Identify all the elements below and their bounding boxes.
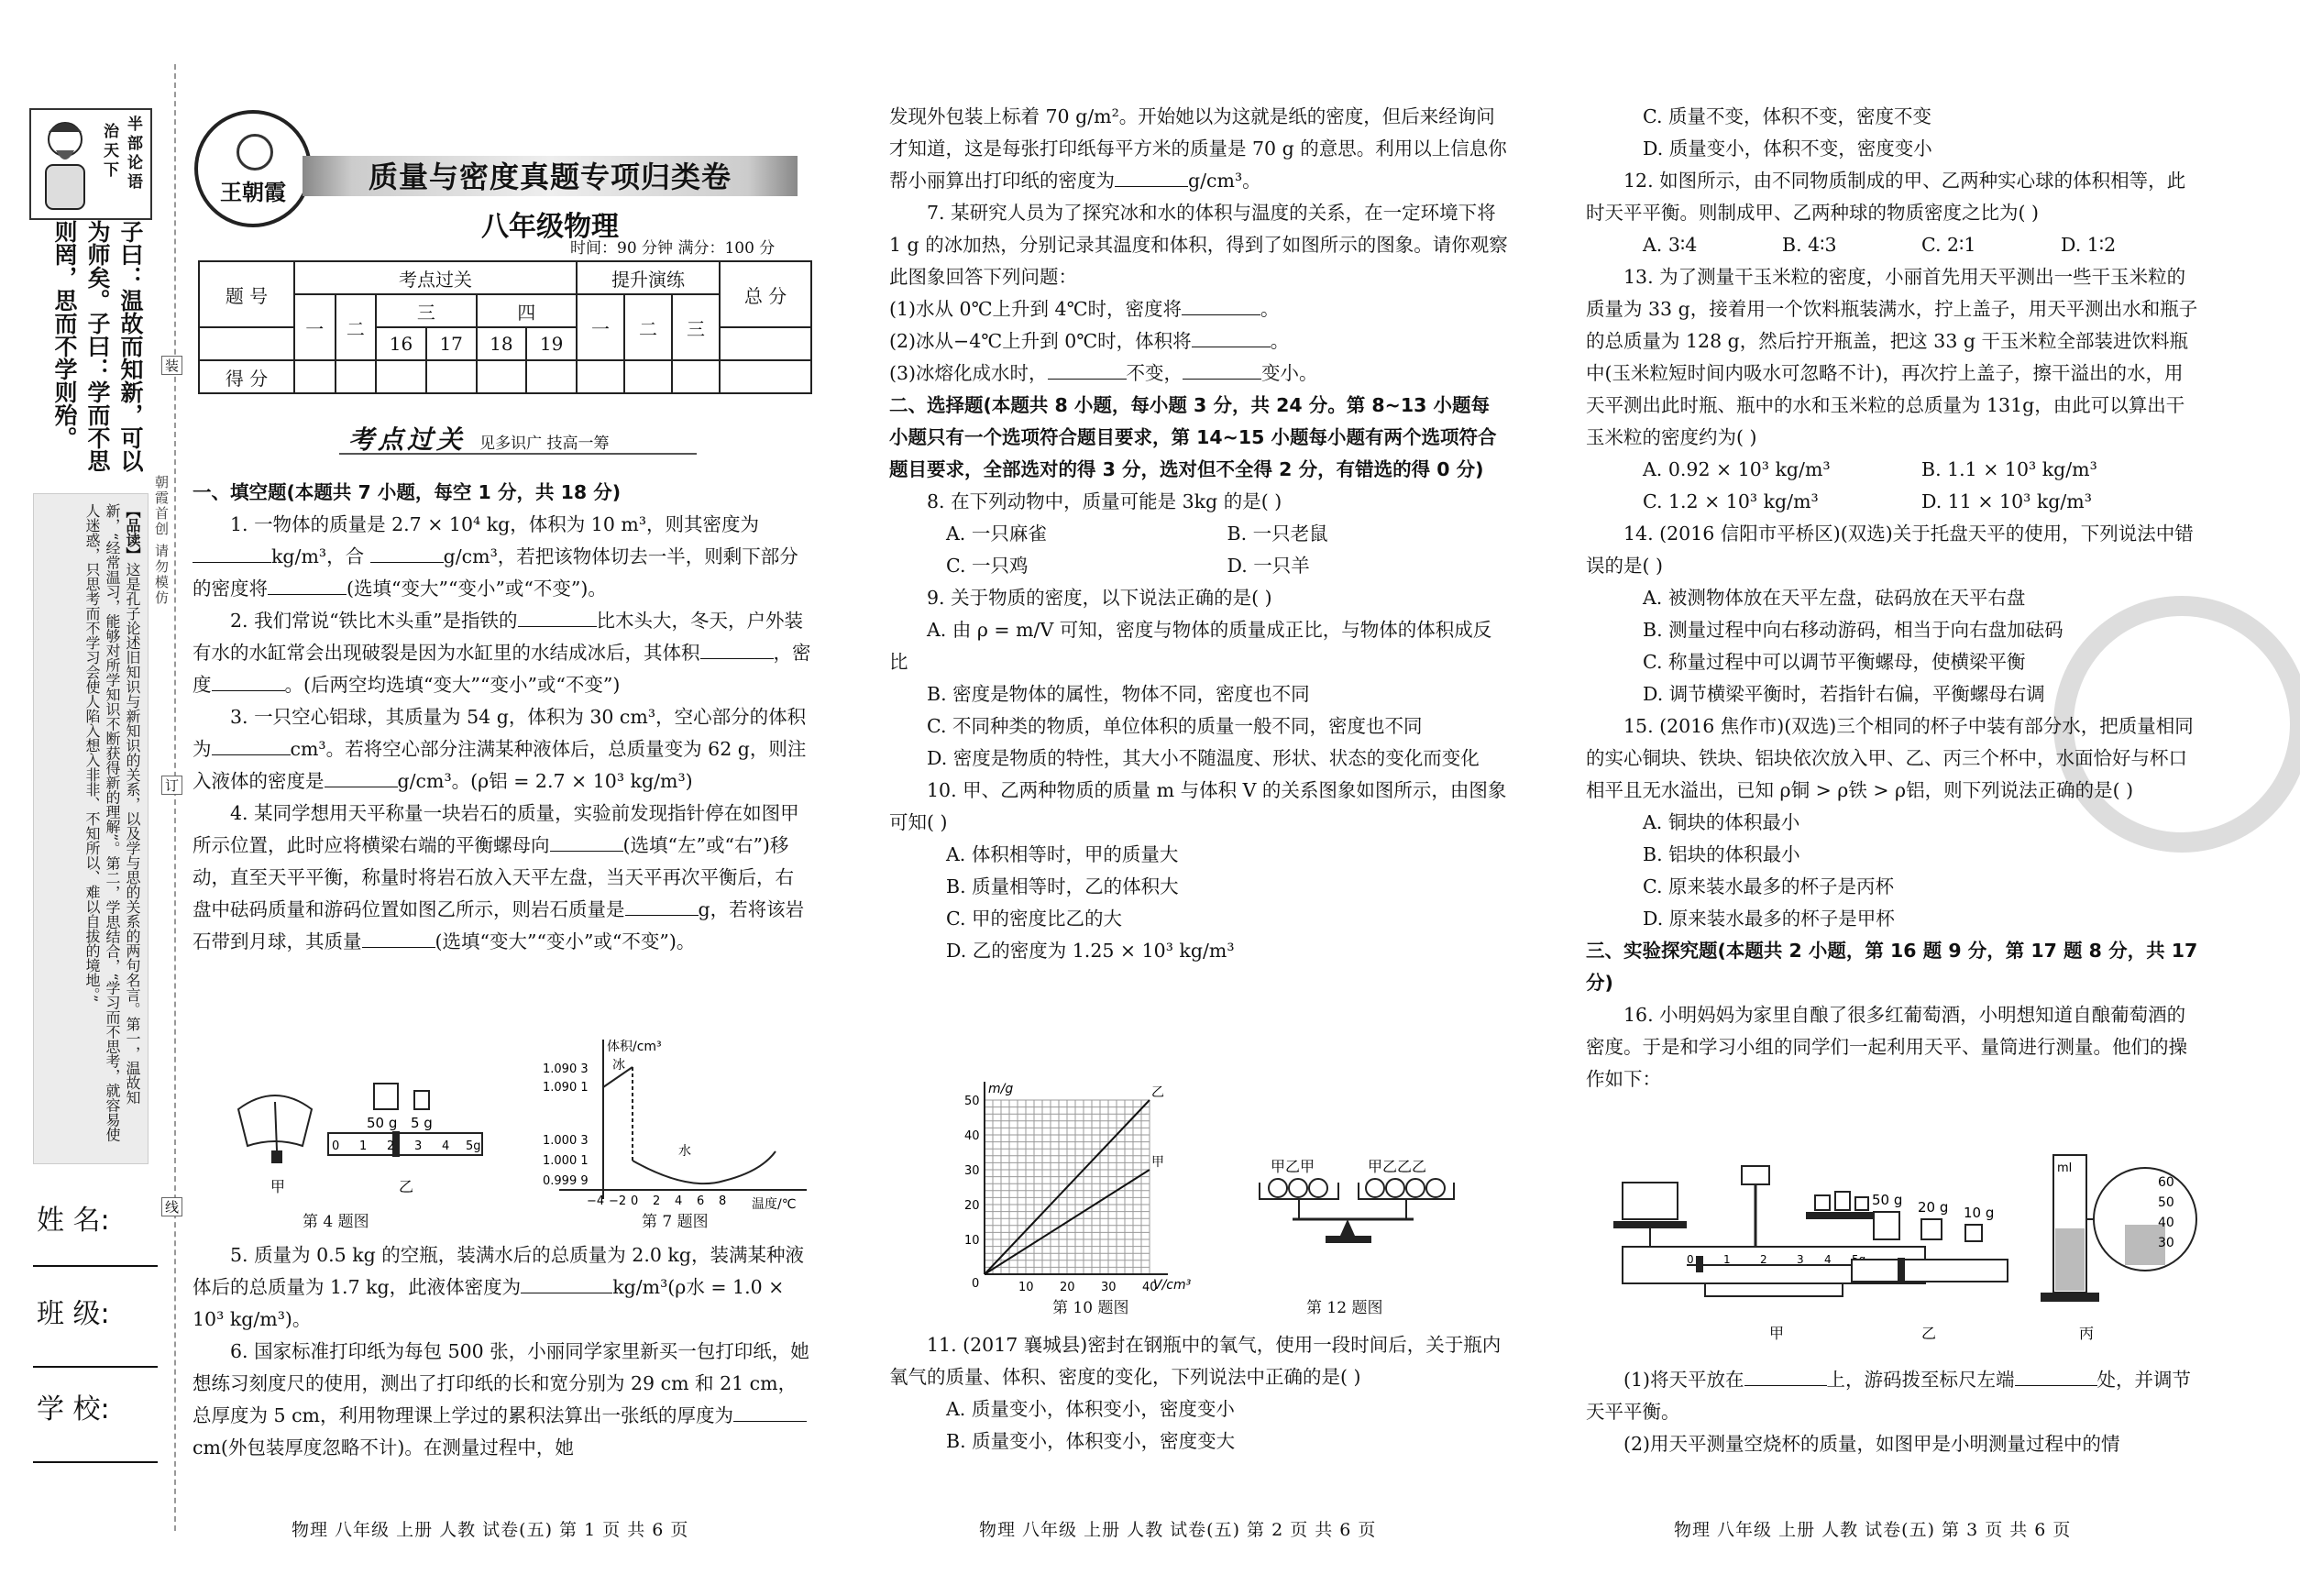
- question-5: 5. 质量为 0.5 kg 的空瓶，装满水后的总质量为 2.0 kg，装满某种液体后的总质量为 1.7 kg，此液体密度为 kg/m³(ρ水 = 1.0 × 10³ kg/m³)。: [193, 1244, 804, 1330]
- fig7-xtick: 8: [719, 1194, 727, 1208]
- option[interactable]: A. 铜块的体积最小: [1643, 811, 1800, 833]
- page-title: 质量与密度真题专项归类卷: [368, 160, 732, 194]
- banner-slogan: 见多识广 技高一筹: [479, 435, 610, 453]
- option[interactable]: C. 2∶1: [1921, 234, 1976, 256]
- option[interactable]: A. 体积相等时，甲的质量大: [946, 843, 1179, 865]
- scale-tick: 1: [1723, 1253, 1731, 1266]
- section-1-heading: 一、填空题(本题共 7 小题，每空 1 分，共 18 分): [193, 481, 622, 503]
- question-9: 9. 关于物质的密度，以下说法正确的是( ): [927, 587, 1272, 609]
- fig16-weight-label: 50 g: [1872, 1192, 1903, 1208]
- figure-12: [1256, 1155, 1485, 1274]
- scale-tick: 3: [414, 1139, 423, 1153]
- scale-tick: 3: [1797, 1253, 1804, 1266]
- y-tick-label: 40: [964, 1129, 980, 1143]
- option[interactable]: B. 4∶3: [1782, 234, 1837, 256]
- side-mark-1: 装: [161, 356, 182, 375]
- scale-tick: 2: [387, 1139, 395, 1153]
- question-7-1: (1)水从 0℃上升到 4℃时，密度将 。: [889, 298, 1280, 320]
- option[interactable]: D. 原来装水最多的杯子是甲杯: [1643, 908, 1895, 930]
- school-label: 学 校:: [37, 1393, 110, 1425]
- side-mark-2: 订: [161, 776, 182, 795]
- option[interactable]: A. 被测物体放在天平左盘，砝码放在天平右盘: [1643, 587, 2026, 609]
- option[interactable]: B. 测量过程中向右移动游码，相当于向右盘加砝码: [1643, 619, 2063, 641]
- question-12: 12. 如图所示，由不同物质制成的甲、乙两种实心球的体积相等，此时天平平衡。则制成甲、乙两种球的物质密度之比为( ): [1586, 170, 2186, 224]
- class-label: 班 级:: [37, 1298, 110, 1330]
- logo-emblem-icon: [237, 134, 273, 171]
- fig4-label-a: 甲: [270, 1178, 286, 1195]
- weight-10g-icon: [1965, 1225, 1982, 1241]
- x-tick-label: 40: [1142, 1281, 1158, 1294]
- figure-4: [220, 1063, 495, 1201]
- y-tick-label: 50: [964, 1095, 980, 1108]
- option[interactable]: D. 11 × 10³ kg/m³: [1921, 490, 2092, 512]
- badge-text-1: 半部论语: [124, 116, 142, 193]
- fig4-caption: 第 4 题图: [303, 1213, 369, 1231]
- question-1: 1. 一物体的质量是 2.7 × 10⁴ kg，体积为 10 m³，则其密度为kg/m³，合 g/cm³，若把该物体切去一半，则剩下部分的密度将 (选填“变大”“变小”或“不变”)。: [193, 513, 798, 600]
- option[interactable]: A. 0.92 × 10³ kg/m³: [1643, 458, 1831, 480]
- fig16-weight-label: 20 g: [1918, 1199, 1949, 1216]
- x-tick-label: 20: [1060, 1281, 1075, 1294]
- score-cell[interactable]: [294, 360, 336, 393]
- question-6: 6. 国家标准打印纸为每包 500 张，小丽同学家里新买一包打印纸，她想练习刻度尺的使用，测出了打印纸的长和宽分别为 29 cm 和 21 cm，总厚度为 5 cm，利用物理课上学过的累积法算出一张纸的厚度为cm(外包装厚度忽略不计)。在测量过程中，她: [193, 1340, 809, 1458]
- fig7-xtick: −4: [587, 1194, 605, 1208]
- option[interactable]: C. 质量不变，体积不变，密度不变: [1643, 105, 1931, 127]
- sub-num: 18: [477, 327, 527, 360]
- fig7-ytick: 1.000 1: [543, 1154, 589, 1168]
- option[interactable]: B. 质量相等时，乙的体积大: [946, 875, 1179, 897]
- weight-20g-icon: [1921, 1219, 1942, 1239]
- name-label: 姓 名:: [37, 1205, 110, 1237]
- fig7-ytick: 1.090 3: [543, 1062, 589, 1076]
- fig16-label-a: 甲: [1769, 1325, 1785, 1342]
- time-info: 时间：90 分钟 满分：100 分: [570, 239, 776, 258]
- question-11: 11. (2017 襄城县)密封在钢瓶中的氧气，使用一段时间后，关于瓶内氧气的质量、体积、密度的变化，下列说法中正确的是( ): [889, 1334, 1502, 1388]
- weight-5g-icon: [414, 1091, 429, 1109]
- scale-tick: 0: [332, 1139, 340, 1153]
- fig7-xtick: −2: [609, 1194, 627, 1208]
- fig4-weight-label: 50 g: [367, 1115, 398, 1131]
- question-16-2: (2)用天平测量空烧杯的质量，如图甲是小明测量过程中的情: [1623, 1433, 2120, 1455]
- fig7-caption: 第 7 题图: [642, 1213, 709, 1231]
- option[interactable]: B. 密度是物体的属性，物体不同，密度也不同: [927, 683, 1310, 705]
- option[interactable]: C. 一只鸡: [946, 555, 1029, 577]
- question-7-3: (3)冰熔化成水时， 不变， 变小。: [889, 362, 1318, 384]
- logo-text: 王朝霞: [220, 179, 286, 205]
- cylinder-tick: 40: [2158, 1216, 2174, 1230]
- option[interactable]: C. 称量过程中可以调节平衡螺母，使横梁平衡: [1643, 651, 2026, 673]
- question-8: 8. 在下列动物中，质量可能是 3kg 的是( ): [927, 490, 1282, 512]
- fig12-left-label: 甲乙甲: [1271, 1158, 1315, 1175]
- q-num: 一: [577, 294, 624, 360]
- scale-tick: 0: [1687, 1253, 1694, 1266]
- fig10-caption: 第 10 题图: [1052, 1299, 1129, 1317]
- rider-scale: [1852, 1260, 2008, 1282]
- sub-num: 17: [426, 327, 477, 360]
- figure-10-chart: [953, 1073, 1192, 1311]
- confucius-icon: [33, 114, 97, 215]
- brand-note: 朝霞首创 请勿模仿: [153, 475, 170, 606]
- score-cell[interactable]: [336, 360, 377, 393]
- score-cell[interactable]: [526, 360, 577, 393]
- option[interactable]: C. 原来装水最多的杯子是丙杯: [1643, 875, 1894, 897]
- origin-label: 0: [972, 1277, 980, 1291]
- cylinder-tick: 60: [2158, 1175, 2174, 1190]
- score-cell[interactable]: [624, 360, 672, 393]
- score-cell[interactable]: [376, 360, 426, 393]
- score-cell[interactable]: [577, 360, 624, 393]
- option[interactable]: B. 一只老鼠: [1227, 523, 1328, 545]
- footer-page-1: 物理 八年级 上册 人教 试卷(五) 第 1 页 共 6 页: [292, 1520, 689, 1540]
- score-table: [198, 260, 812, 394]
- column-3: [1586, 101, 2200, 1095]
- fig7-ylabel: 体积/cm³: [607, 1040, 662, 1054]
- binding-line: [174, 64, 176, 1531]
- q-num: 四: [477, 294, 577, 327]
- name-field[interactable]: [33, 1263, 158, 1267]
- sub-num: 16: [376, 327, 426, 360]
- q-num: 二: [624, 294, 672, 360]
- fig7-ytick: 1.090 1: [543, 1081, 589, 1095]
- x-tick-label: 10: [1018, 1281, 1034, 1294]
- question-16: 16. 小明妈妈为家里自酿了很多红葡萄酒，小明想知道自酿葡萄酒的密度。于是和学习小组的同学们一起利用天平、量筒进行测量。他们的操作如下：: [1586, 1004, 2187, 1090]
- y-axis-label: m/g: [988, 1082, 1014, 1096]
- option[interactable]: D. 一只羊: [1227, 555, 1310, 577]
- weight-50g-icon: [1874, 1212, 1899, 1239]
- fig16-ml-label: ml: [2057, 1161, 2073, 1175]
- question-16-1: (1)将天平放在 上，游码拨至标尺左端 处，并调节天平平衡。: [1586, 1369, 2192, 1423]
- option[interactable]: D. 质量变小，体积不变，密度变小: [1643, 138, 1932, 160]
- option[interactable]: C. 甲的密度比乙的大: [946, 908, 1122, 930]
- y-tick-label: 20: [964, 1199, 980, 1213]
- question-10: 10. 甲、乙两种物质的质量 m 与体积 V 的关系图象如图所示，由图象可知( ): [889, 779, 1507, 833]
- fig7-ice-label: 冰: [612, 1058, 625, 1073]
- figure-16: [1595, 1146, 2218, 1348]
- footer-page-2: 物理 八年级 上册 人教 试卷(五) 第 2 页 共 6 页: [979, 1520, 1377, 1540]
- fig16-weight-label: 10 g: [1964, 1205, 1995, 1221]
- fig7-ytick: 0.999 9: [543, 1174, 589, 1188]
- cylinder-tick: 30: [2158, 1236, 2174, 1250]
- option[interactable]: D. 乙的密度为 1.25 × 10³ kg/m³: [946, 940, 1235, 962]
- column-2-lower: [889, 1329, 1508, 1458]
- sidebar-quote: 子曰：温故而知新，可以为师矣。子曰：学而不思则罔，思而不学则殆。: [51, 220, 144, 472]
- fig7-xtick: 2: [653, 1194, 661, 1208]
- question-4: 4. 某同学想用天平称量一块岩石的质量，实验前发现指针停在如图甲所示位置，此时应将横梁右端的平衡螺母向 (选填“左”或“右”)移动，直至天平平衡，称量时将岩石放入天平左盘，当天平再次平衡后，右盘中砝码质量和游码位置如图乙所示，则岩石质量是 g，若将该岩石带到月球，其质量 (选填“变大”“变小”或“不变”)。: [193, 802, 805, 952]
- footer-page-3: 物理 八年级 上册 人教 试卷(五) 第 3 页 共 6 页: [1674, 1520, 2072, 1540]
- side-mark-3: 线: [161, 1197, 182, 1216]
- score-cell[interactable]: [477, 360, 527, 393]
- class-field[interactable]: [33, 1364, 158, 1368]
- page-subtitle: 八年级物理: [481, 211, 619, 243]
- scale-tick: 4: [1824, 1253, 1832, 1266]
- group-advanced: 提升演练: [577, 261, 720, 294]
- column-1-lower: [193, 1239, 811, 1464]
- brand-logo: [194, 110, 312, 227]
- question-13-options: [1586, 454, 2200, 518]
- fig7-water-label: 水: [678, 1144, 691, 1159]
- column-3-lower: [1586, 1364, 2200, 1460]
- option[interactable]: B. 1.1 × 10³ kg/m³: [1921, 458, 2097, 480]
- option[interactable]: D. 调节横梁平衡时，若指针右偏，平衡螺母右调: [1643, 683, 2045, 705]
- question-8-options: [889, 518, 1508, 582]
- sidebar-badge: [29, 108, 152, 220]
- scale-tick: 1: [359, 1139, 368, 1153]
- option[interactable]: C. 不同种类的物质，单位体积的质量一般不同，密度也不同: [927, 715, 1423, 737]
- scale-tick: 4: [442, 1139, 450, 1153]
- x-tick-label: 30: [1101, 1281, 1117, 1294]
- column-1: [193, 477, 811, 958]
- section-2-heading: 二、选择题(本题共 8 小题，每小题 3 分，共 24 分。第 8~13 小题每小题只有一个选项符合题目要求，第 14~15 小题每小题有两个选项符合题目要求，全部选对的得 3 分，选对但不全得 2 分，有错选的得 0 分): [889, 394, 1497, 480]
- question-3: 3. 一只空心铝球，其质量为 54 g，体积为 30 cm³，空心部分的体积为 cm³。若将空心部分注满某种液体后，总质量变为 62 g，则注入液体的密度是 g/cm³。(ρ铝 = 2.7 × 10³ kg/m³): [193, 706, 807, 792]
- fig12-caption: 第 12 题图: [1306, 1299, 1383, 1317]
- q-num: 二: [336, 294, 377, 360]
- score-cell[interactable]: [672, 360, 720, 393]
- option[interactable]: D. 1∶2: [2061, 234, 2117, 256]
- option[interactable]: B. 质量变小，体积变小，密度变大: [946, 1430, 1236, 1452]
- badge-text-2: 治天下: [100, 123, 118, 181]
- fig12-right-label: 甲乙乙乙: [1368, 1158, 1427, 1175]
- q-num: 三: [672, 294, 720, 360]
- figure-7: [541, 1036, 816, 1210]
- rider-scale: [328, 1133, 482, 1155]
- fig7-ytick: 1.000 3: [543, 1134, 589, 1148]
- option[interactable]: A. 一只麻雀: [946, 523, 1047, 545]
- score-cell[interactable]: [720, 360, 811, 393]
- question-7-2: (2)冰从−4℃上升到 0℃时，体积将 。: [889, 330, 1290, 352]
- section-3-heading: 三、实验探究题(本题共 2 小题，第 16 题 9 分，第 17 题 8 分，共 17 分): [1586, 940, 2198, 994]
- school-field[interactable]: [33, 1459, 158, 1463]
- question-6-cont: 发现外包装上标着 70 g/m²。开始她以为这就是纸的密度，但后来经询问才知道，这是每张打印纸每平方米的质量是 70 g 的意思。利用以上信息你帮小丽算出打印纸的密度为 g/cm³。: [889, 105, 1507, 192]
- series-label: 甲: [1151, 1155, 1164, 1170]
- scale-tick: 2: [1760, 1253, 1767, 1266]
- option[interactable]: A. 3∶4: [1643, 234, 1698, 256]
- score-label: 得 分: [199, 360, 294, 393]
- cylinder-tick: 50: [2158, 1195, 2174, 1210]
- question-12-options: [1586, 229, 2200, 261]
- option[interactable]: B. 铝块的体积最小: [1643, 843, 1800, 865]
- weight-50g-icon: [374, 1084, 398, 1109]
- fig4-weight-label: 5 g: [411, 1115, 433, 1131]
- y-tick-label: 30: [964, 1164, 980, 1178]
- option[interactable]: A. 质量变小，体积变小，密度变小: [946, 1398, 1235, 1420]
- fig4-label-b: 乙: [399, 1178, 414, 1195]
- column-2: [889, 101, 1508, 967]
- scale-tick: 5g: [466, 1139, 481, 1153]
- fig16-label-b: 乙: [1921, 1325, 1937, 1342]
- question-15: 15. (2016 焦作市)(双选)三个相同的杯子中装有部分水，把质量相同的实心铜块、铁块、铝块依次放入甲、乙、丙三个杯中，水面恰好与杯口相平且无水溢出，已知 ρ铜 > ρ铁 > ρ铝，则下列说法正确的是( ): [1586, 715, 2194, 801]
- sidebar-review-box: [33, 493, 149, 1164]
- fig16-label-c: 丙: [2079, 1325, 2095, 1342]
- option[interactable]: D. 密度是物质的特性，其大小不随温度、形状、状态的变化而变化: [927, 747, 1480, 769]
- question-2: 2. 我们常说“铁比木头重”是指铁的 比木头大，冬天，户外装有水的水缸常会出现破裂是因为水缸里的水结成冰后，其体积 ，密度 。(后两空均选填“变大”“变小”或“不变”): [193, 610, 811, 696]
- x-axis-label: V/cm³: [1153, 1278, 1192, 1293]
- fig7-xtick: 4: [675, 1194, 683, 1208]
- fig7-xtick: 6: [697, 1194, 705, 1208]
- score-cell[interactable]: [426, 360, 477, 393]
- series-label: 乙: [1151, 1085, 1164, 1100]
- sub-num: 19: [526, 327, 577, 360]
- banner-title: 考点过关: [348, 424, 467, 455]
- question-14: 14. (2016 信阳市平桥区)(双选)关于托盘天平的使用，下列说法中错误的是( ): [1586, 523, 2194, 577]
- question-13: 13. 为了测量干玉米粒的密度，小丽首先用天平测出一些干玉米粒的质量为 33 g，接着用一个饮料瓶装满水，拧上盖子，用天平测出水和瓶子的总质量为 128 g，然后拧开瓶盖，把这 33 g 干玉米粒全部装进饮料瓶中(玉米粒短时间内吸水可忽略不计)，再次拧上盖子，擦干溢出的水，用天平测出此时瓶、瓶中的水和玉米粒的总质量为 131g，由此可以算出干玉米粒的密度约为( ): [1586, 266, 2198, 448]
- question-7: 7. 某研究人员为了探究冰和水的体积与温度的关系，在一定环境下将 1 g 的冰加热，分别记录其温度和体积，得到了如图所示的图象。请你观察此图象回答下列问题：: [889, 202, 1508, 288]
- y-tick-label: 10: [964, 1234, 980, 1248]
- fig7-xtick: 0: [631, 1194, 639, 1208]
- score-row-label: 题 号: [199, 261, 294, 327]
- total-header: 总 分: [720, 261, 811, 327]
- review-label: 【品读】: [124, 503, 141, 562]
- group-basic: 考点过关: [294, 261, 577, 294]
- q-num: 三: [376, 294, 476, 327]
- beaker-icon: [1623, 1183, 1678, 1219]
- review-text: 这是孔子论述旧知识与新知识的关系，以及学与思的关系的两句名言。第一，温故知新，“经常温习，能够对所学知识不断获得新的理解”。第二，学思结合，“学习而不思考，就容易使人迷惑，只思考而不学习会使人陷入想入非非、不知所以、难以自拔的境地。”: [83, 503, 141, 1142]
- section-banner: [348, 420, 697, 457]
- option[interactable]: A. 由 ρ = m/V 可知，密度与物体的质量成正比，与物体的体积成反比: [889, 619, 1492, 673]
- fig7-xlabel: 温度/℃: [752, 1197, 797, 1210]
- q-num: 一: [294, 294, 336, 360]
- option[interactable]: C. 1.2 × 10³ kg/m³: [1643, 490, 1819, 512]
